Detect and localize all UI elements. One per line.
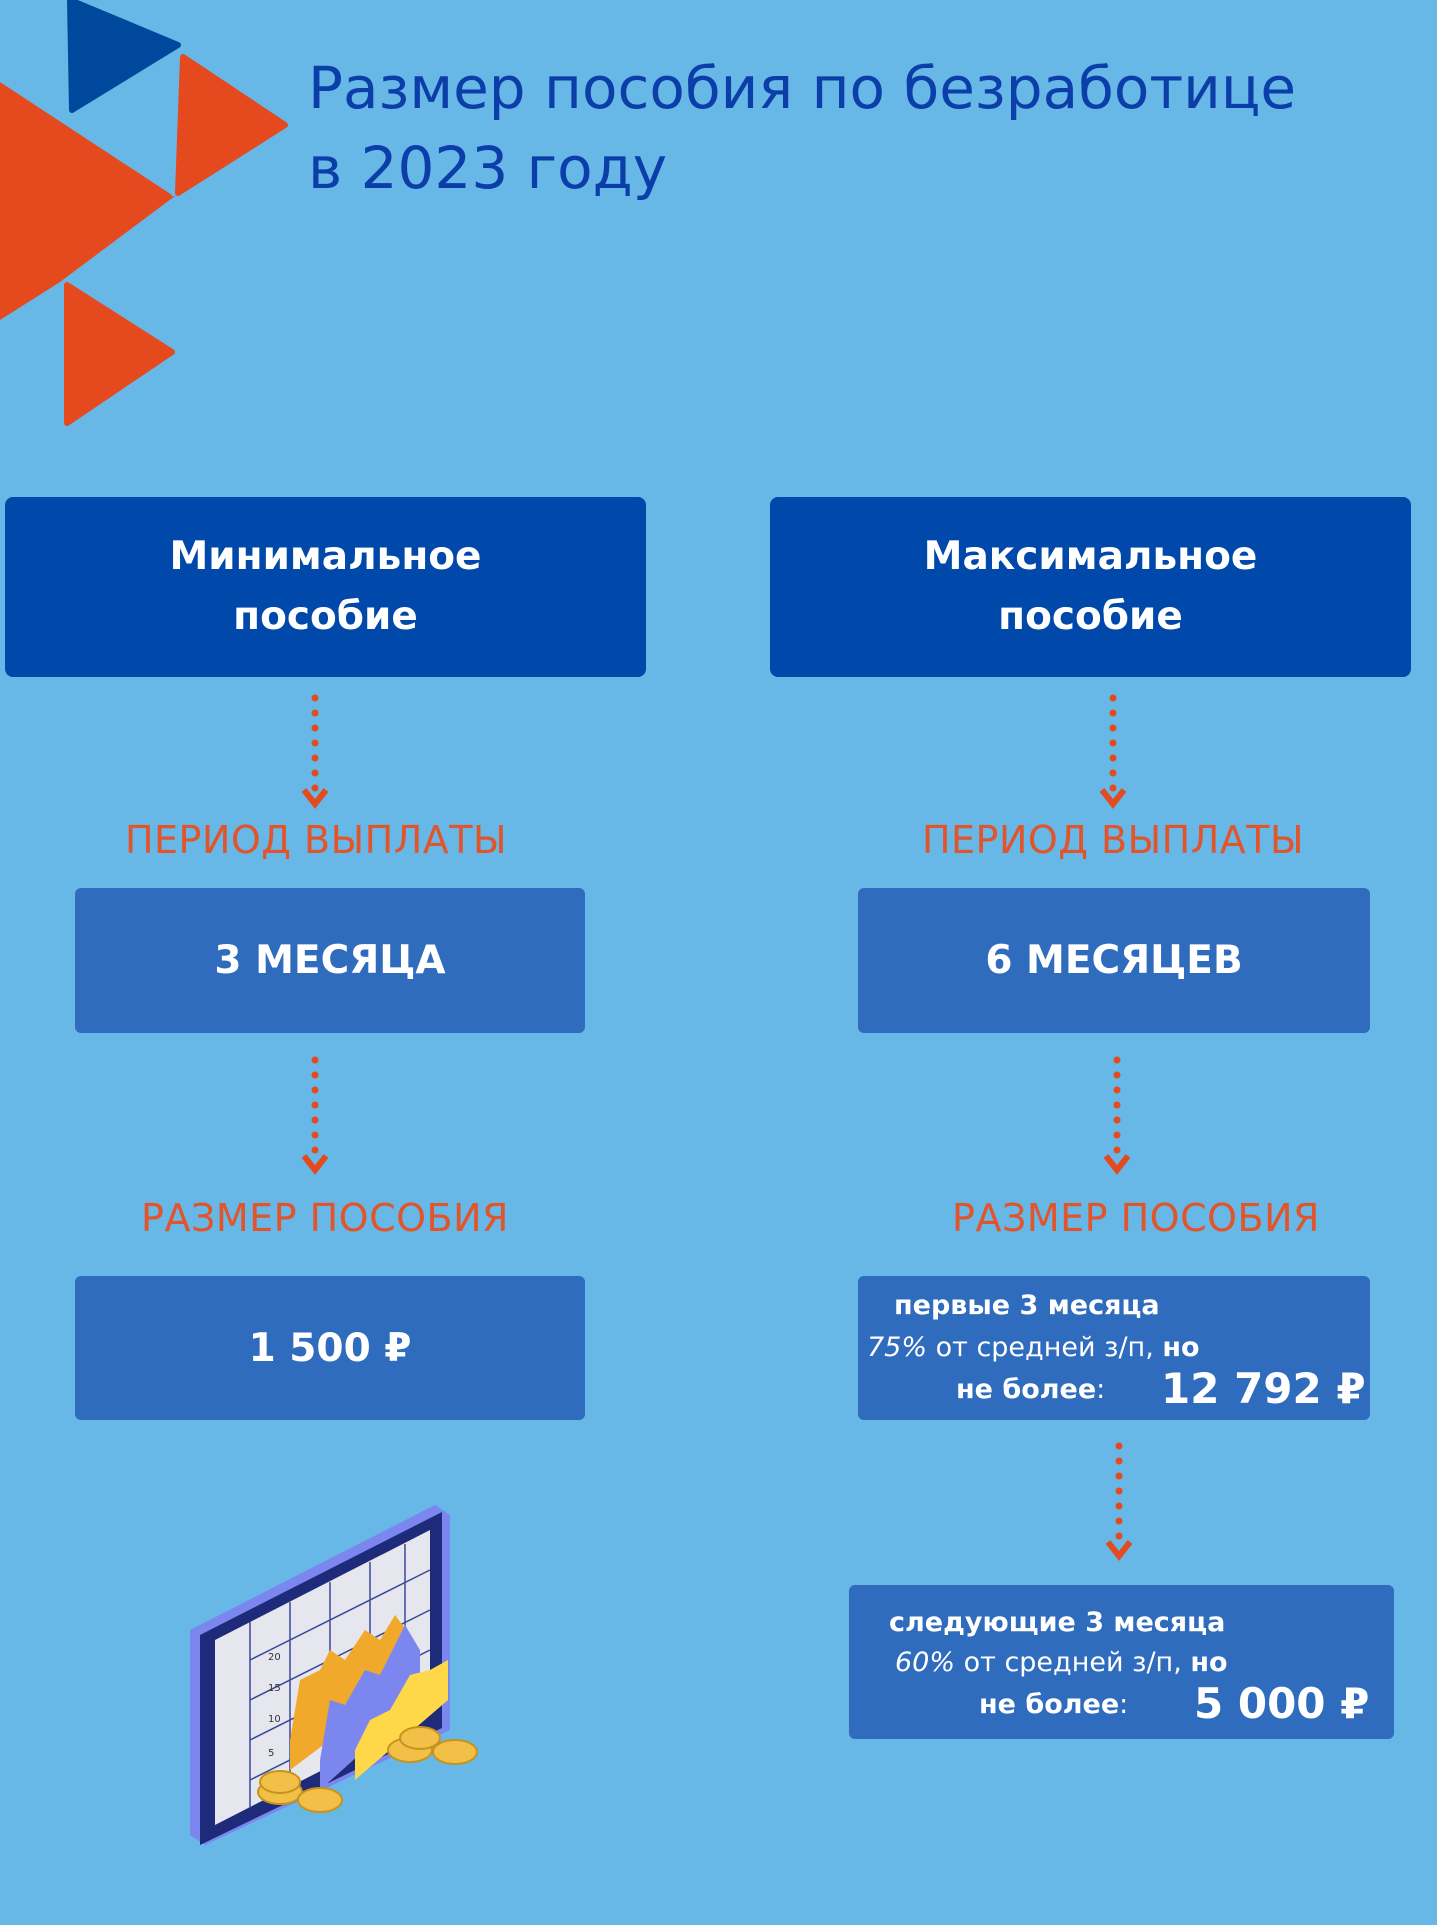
next-months-amount: 5 000 ₽	[1194, 1679, 1370, 1728]
next-months-title: следующие 3 месяца	[889, 1607, 1226, 1638]
period-value: 3 МЕСЯЦА	[75, 888, 585, 1033]
colon: :	[1119, 1689, 1129, 1720]
header-line: пособие	[233, 594, 418, 639]
next-months-box	[849, 1585, 1394, 1739]
arrow-down-icon	[1102, 1056, 1132, 1180]
limit-label	[956, 1374, 1105, 1405]
title-line-2: в 2023 году	[308, 134, 668, 202]
size-label: РАЗМЕР ПОСОБИЯ	[952, 1196, 1320, 1240]
header-line: Минимальное	[169, 534, 482, 579]
page-title	[308, 48, 1296, 208]
first-months-amount: 12 792 ₽	[1161, 1364, 1366, 1413]
header-line: Максимальное	[923, 534, 1258, 579]
arrow-down-icon	[1104, 1442, 1134, 1566]
condition-but: но	[1162, 1332, 1200, 1363]
size-value: 1 500 ₽	[75, 1276, 585, 1420]
condition-text: от средней з/п,	[935, 1332, 1154, 1363]
condition-text: от средней з/п,	[963, 1647, 1182, 1678]
percent: 60%	[895, 1647, 956, 1678]
title-line-1: Размер пособия по безработице	[308, 54, 1297, 122]
axis-tick: 10	[268, 1714, 281, 1725]
logo-triangles	[0, 0, 300, 430]
period-value: 6 МЕСЯЦЕВ	[858, 888, 1370, 1033]
arrow-down-icon	[1098, 694, 1128, 814]
period-label: ПЕРИОД ВЫПЛАТЫ	[124, 818, 508, 862]
min-benefit-header	[5, 497, 646, 677]
size-label: РАЗМЕР ПОСОБИЯ	[141, 1196, 509, 1240]
axis-tick: 15	[268, 1683, 281, 1694]
limit-text: не более	[979, 1689, 1120, 1720]
limit-text: не более	[956, 1374, 1097, 1405]
axis-tick: 20	[268, 1652, 281, 1663]
next-months-condition	[895, 1647, 1228, 1678]
limit-label	[979, 1689, 1128, 1720]
first-months-condition	[867, 1332, 1200, 1363]
first-months-title: первые 3 месяца	[894, 1290, 1160, 1321]
arrow-down-icon	[300, 1056, 330, 1180]
period-label: ПЕРИОД ВЫПЛАТЫ	[921, 818, 1305, 862]
percent: 75%	[867, 1332, 928, 1363]
condition-but: но	[1190, 1647, 1228, 1678]
header-line: пособие	[998, 594, 1183, 639]
first-months-box	[858, 1276, 1370, 1420]
arrow-down-icon	[300, 694, 330, 814]
max-benefit-header	[770, 497, 1411, 677]
axis-tick: 5	[268, 1748, 275, 1759]
colon: :	[1096, 1374, 1106, 1405]
monitor-chart-illustration	[180, 1500, 490, 1850]
